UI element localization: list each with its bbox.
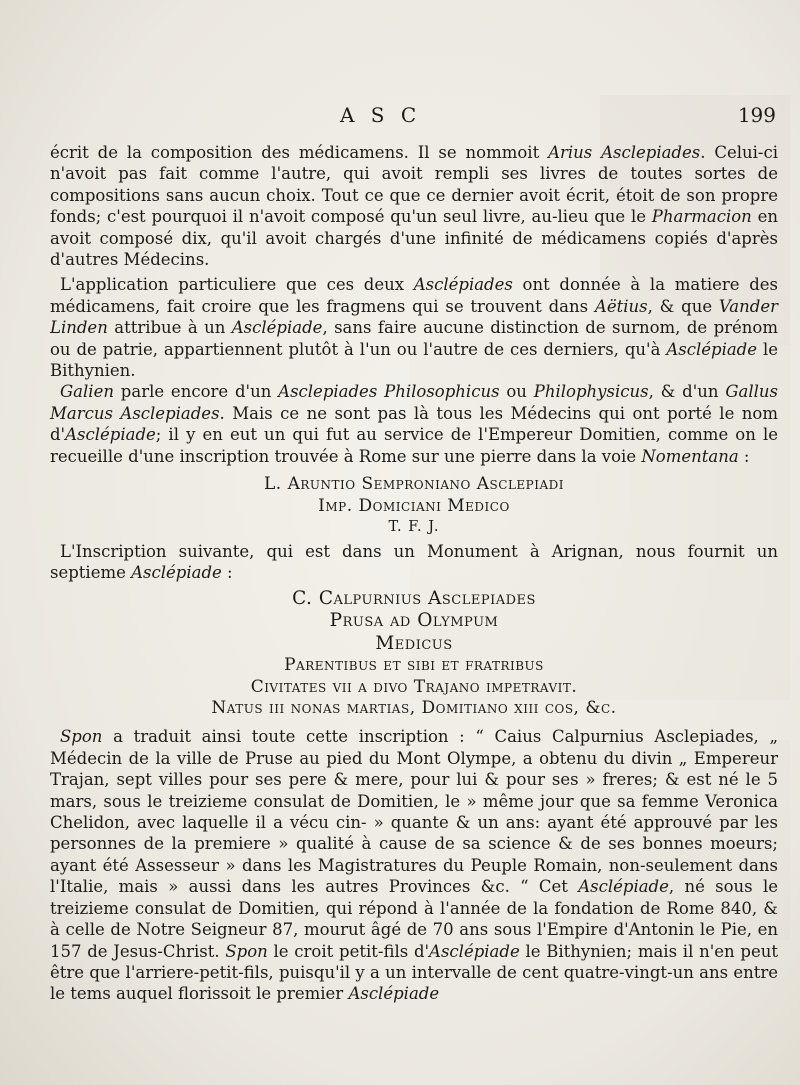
paragraph xyxy=(50,726,778,1004)
italic-text: Spon xyxy=(60,727,103,747)
page-body xyxy=(50,142,778,1005)
italic-text: Asclépiades xyxy=(413,275,513,295)
text-run: : xyxy=(221,563,233,583)
italic-text: Asclépiade xyxy=(131,563,222,583)
text-run: parle encore d'un xyxy=(113,382,279,402)
page-header xyxy=(0,103,800,133)
text-run: en avoit composé dix, qu'il avoit chargés d'une infinité de médicamens copiés d'après d'autres Médecins. xyxy=(50,207,778,270)
italic-text: Asclépiade xyxy=(578,877,669,897)
italic-text: Pharmacion xyxy=(651,207,752,227)
inscription-line: Prusa ad Olympum xyxy=(329,610,499,632)
paragraph xyxy=(50,381,778,467)
text-run: : xyxy=(738,446,750,466)
text-run: ou xyxy=(499,382,534,402)
italic-text: Vander Linden xyxy=(50,296,778,338)
paragraph xyxy=(50,274,778,381)
text-run: le croit petit-fils d' xyxy=(267,941,430,961)
text-run: , & que xyxy=(647,296,719,316)
running-head: A S C xyxy=(340,103,422,127)
inscription-line: Natus iii nonas martias, Domitiano xiii cos, &c. xyxy=(211,698,617,719)
italic-text: Nomentana xyxy=(641,446,739,466)
text-run: attribue à un xyxy=(107,318,232,338)
page-number: 199 xyxy=(737,103,776,127)
inscription-line: L. Aruntio Semproniano Asclepiadi xyxy=(263,474,565,495)
text-run: le Bithynien; mais il n'en peut être que l'arriere-petit-fils, puisqu'il y a un intervalle de cent quatre-vingt-un ans entre le tems auquel florissoit le premier xyxy=(50,941,778,1004)
inscription-line: Parentibus et sibi et fratribus xyxy=(284,655,544,676)
text-run: le Bithynien. xyxy=(50,339,778,381)
paragraph xyxy=(50,142,778,270)
italic-text: Asclépiade xyxy=(231,318,323,338)
text-run: . Mais ce ne sont pas là tous les Médecins qui ont porté le nom d' xyxy=(50,403,778,445)
italic-text: Spon xyxy=(225,941,268,961)
italic-text: Asclépiade xyxy=(429,941,520,961)
paragraph xyxy=(50,541,778,584)
inscription-line: Medicus xyxy=(375,632,453,654)
text-run: L'application particuliere que ces deux xyxy=(60,275,414,295)
text-run: écrit de la composition des médicamens. Il se nommoit xyxy=(50,143,549,162)
italic-text: Asclépiade xyxy=(348,984,440,1004)
italic-text: Asclépiade xyxy=(666,339,758,359)
text-run: a traduit ainsi toute cette inscription : “ Caius Calpurnius Asclepiades, „ Médecin de la ville de Pruse au pied du Mont Olympe, a obtenu du divin „ Empereur Trajan, sept villes pour ses pere & mere, pour lui & pour ses » freres; & est né le 5 mars, sous le treizieme consulat de Domitien, le » même jour que sa femme Veronica Chelidon, avec laquelle il a vécu cin- » quante & un ans: ayant été approuvé par les personnes de la premiere » qualité à cause de sa science & de ses bonnes moeurs; ayant été Assesseur » dans les Magistratures du Peuple Romain, non-seulement dans l'Italie, mais » aussi dans les autres Provinces &c. “ Cet xyxy=(50,727,778,897)
inscription-block xyxy=(50,588,778,720)
text-run: , sans faire aucune distinction de surnom, de prénom ou de patrie, appartiennent plutôt à l'un ou l'autre de ces derniers, qu'à xyxy=(50,318,778,359)
inscription-line: T. F. J. xyxy=(388,518,440,535)
italic-text: Arius Asclepiades xyxy=(548,143,701,162)
inscription-line: Imp. Domiciani Medico xyxy=(318,495,510,516)
text-run: . Celui-ci n'avoit pas fait comme l'autre, qui avoit rempli ses livres de toutes sortes de compositions sans aucun choix. Tout ce que ce dernier avoit écrit, étoit de son propre fonds; c'est pourquoi il n'avoit composé qu'un seul livre, au-lieu que le xyxy=(50,143,778,227)
italic-text: Asclépiade xyxy=(65,425,156,445)
text-run: ont donnée à la matiere des médicamens, fait croire que les fragmens qui se trouvent dans xyxy=(50,275,779,316)
inscription-line: C. Calpurnius Asclepiades xyxy=(292,587,536,609)
text-run: L'Inscription suivante, qui est dans un Monument à Arignan, nous fournit un septieme xyxy=(50,541,778,583)
text-run: , né sous le treizieme consulat de Domitien, qui répond à l'année de la fondation de Rome 840, & à celle de Notre Seigneur 87, mourut âgé de 70 ans sous l'Empire d'Antonin le Pie, en 157 de Jesus-Christ. xyxy=(50,877,778,961)
text-run: ; il y en eut un qui fut au service de l'Empereur Domitien, comme on le recueille d'une inscription trouvée à Rome sur une pierre dans la voie xyxy=(50,425,778,466)
italic-text: Gallus Marcus Asclepiades xyxy=(50,382,778,423)
italic-text: Aëtius xyxy=(594,296,648,316)
italic-text: Philophysicus xyxy=(533,382,649,402)
inscription-block xyxy=(50,474,778,537)
italic-text: Asclepiades Philosophicus xyxy=(278,382,500,402)
text-run: , & d'un xyxy=(648,382,726,402)
inscription-line: Civitates vii a divo Trajano impetravit. xyxy=(250,676,578,697)
italic-text: Galien xyxy=(60,382,114,402)
